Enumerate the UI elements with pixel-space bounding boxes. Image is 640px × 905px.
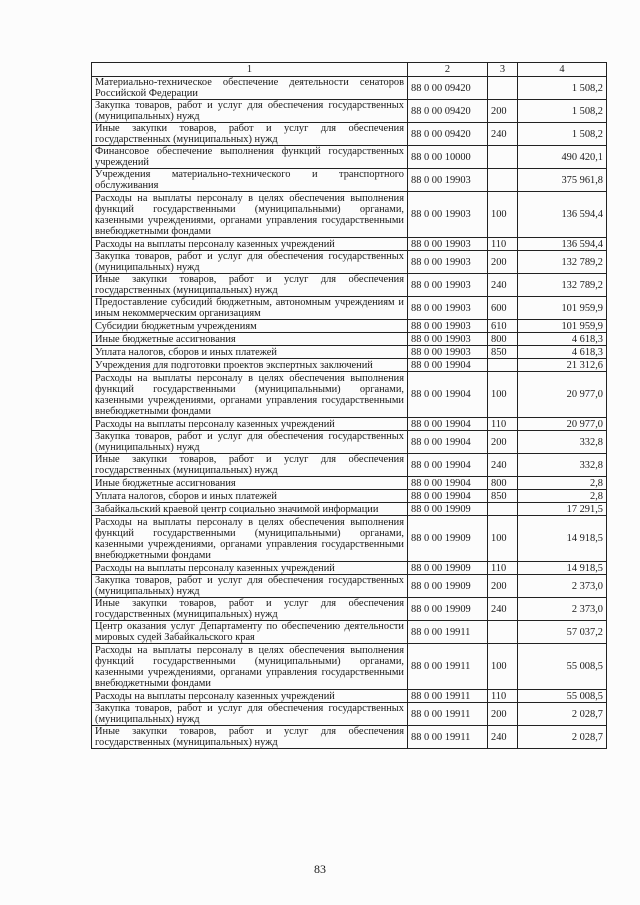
row-target-code: 88 0 00 19904 (408, 372, 488, 418)
table-row (92, 490, 607, 503)
row-description: Забайкальский краевой центр социально значимой информации (92, 503, 408, 516)
row-target-code: 88 0 00 19903 (408, 192, 488, 238)
row-description: Иные бюджетные ассигнования (92, 477, 408, 490)
row-expense-type: 100 (488, 516, 518, 562)
row-amount: 14 918,5 (518, 516, 607, 562)
row-amount: 2,8 (518, 490, 607, 503)
row-expense-type: 200 (488, 100, 518, 123)
row-target-code: 88 0 00 19904 (408, 418, 488, 431)
row-amount: 55 008,5 (518, 644, 607, 690)
row-expense-type: 240 (488, 274, 518, 297)
table-row (92, 575, 607, 598)
row-description: Иные закупки товаров, работ и услуг для обеспечения государственных (муниципальных) нужд (92, 454, 408, 477)
row-expense-type: 610 (488, 320, 518, 333)
row-expense-type: 240 (488, 598, 518, 621)
row-description: Иные закупки товаров, работ и услуг для обеспечения государственных (муниципальных) нужд (92, 598, 408, 621)
table-row (92, 644, 607, 690)
row-amount: 4 618,3 (518, 333, 607, 346)
row-amount: 17 291,5 (518, 503, 607, 516)
table-row (92, 372, 607, 418)
table-row (92, 477, 607, 490)
row-description: Закупка товаров, работ и услуг для обеспечения государственных (муниципальных) нужд (92, 251, 408, 274)
row-target-code: 88 0 00 19904 (408, 431, 488, 454)
table-row (92, 359, 607, 372)
row-target-code: 88 0 00 19903 (408, 346, 488, 359)
row-expense-type: 200 (488, 431, 518, 454)
row-amount: 375 961,8 (518, 169, 607, 192)
row-expense-type: 110 (488, 238, 518, 251)
table-row (92, 274, 607, 297)
row-expense-type: 240 (488, 454, 518, 477)
table-row (92, 192, 607, 238)
table-row (92, 703, 607, 726)
table-row (92, 516, 607, 562)
row-target-code: 88 0 00 09420 (408, 100, 488, 123)
row-description: Предоставление субсидий бюджетным, автономным учреждениям и иным некоммерческим организациям (92, 297, 408, 320)
row-expense-type: 100 (488, 192, 518, 238)
row-expense-type: 850 (488, 490, 518, 503)
row-description: Иные закупки товаров, работ и услуг для обеспечения государственных (муниципальных) нужд (92, 123, 408, 146)
row-expense-type: 100 (488, 372, 518, 418)
row-description: Расходы на выплаты персоналу в целях обеспечения выполнения функций государственными (муниципальными) органами, казенными учреждениями, органами управления государственными внебюджетными фондами (92, 516, 408, 562)
table-row (92, 726, 607, 749)
row-description: Материально-техническое обеспечение деятельности сенаторов Российской Федерации (92, 77, 408, 100)
row-amount: 490 420,1 (518, 146, 607, 169)
row-expense-type: 200 (488, 575, 518, 598)
row-target-code: 88 0 00 19909 (408, 516, 488, 562)
row-description: Иные закупки товаров, работ и услуг для обеспечения государственных (муниципальных) нужд (92, 726, 408, 749)
row-description: Уплата налогов, сборов и иных платежей (92, 346, 408, 359)
table-row (92, 320, 607, 333)
row-target-code: 88 0 00 09420 (408, 123, 488, 146)
row-amount: 136 594,4 (518, 238, 607, 251)
header-col-3: 3 (488, 63, 518, 77)
row-description: Закупка товаров, работ и услуг для обеспечения государственных (муниципальных) нужд (92, 703, 408, 726)
row-target-code: 88 0 00 19911 (408, 621, 488, 644)
row-amount: 2,8 (518, 477, 607, 490)
row-amount: 132 789,2 (518, 274, 607, 297)
row-target-code: 88 0 00 10000 (408, 146, 488, 169)
row-target-code: 88 0 00 19911 (408, 703, 488, 726)
row-target-code: 88 0 00 19911 (408, 644, 488, 690)
row-target-code: 88 0 00 19903 (408, 238, 488, 251)
row-amount: 2 028,7 (518, 703, 607, 726)
row-target-code: 88 0 00 19903 (408, 333, 488, 346)
row-expense-type: 110 (488, 562, 518, 575)
row-description: Финансовое обеспечение выполнения функций государственных учреждений (92, 146, 408, 169)
row-description: Закупка товаров, работ и услуг для обеспечения государственных (муниципальных) нужд (92, 431, 408, 454)
row-description: Учреждения материально-технического и транспортного обслуживания (92, 169, 408, 192)
table-row (92, 169, 607, 192)
row-target-code: 88 0 00 19903 (408, 320, 488, 333)
row-description: Иные закупки товаров, работ и услуг для обеспечения государственных (муниципальных) нужд (92, 274, 408, 297)
row-description: Учреждения для подготовки проектов экспертных заключений (92, 359, 408, 372)
row-expense-type (488, 503, 518, 516)
row-target-code: 88 0 00 19903 (408, 297, 488, 320)
row-expense-type: 800 (488, 477, 518, 490)
row-expense-type (488, 359, 518, 372)
row-amount: 132 789,2 (518, 251, 607, 274)
table-row (92, 431, 607, 454)
row-target-code: 88 0 00 19903 (408, 169, 488, 192)
row-expense-type: 240 (488, 726, 518, 749)
row-description: Расходы на выплаты персоналу казенных учреждений (92, 418, 408, 431)
page-number: 83 (314, 862, 326, 876)
row-expense-type: 200 (488, 703, 518, 726)
table-row (92, 146, 607, 169)
table-row (92, 100, 607, 123)
row-amount: 55 008,5 (518, 690, 607, 703)
table-row (92, 562, 607, 575)
row-amount: 20 977,0 (518, 372, 607, 418)
row-target-code: 88 0 00 19909 (408, 575, 488, 598)
row-amount: 21 312,6 (518, 359, 607, 372)
row-target-code: 88 0 00 19903 (408, 251, 488, 274)
row-amount: 14 918,5 (518, 562, 607, 575)
table-row (92, 598, 607, 621)
row-expense-type (488, 169, 518, 192)
row-expense-type (488, 146, 518, 169)
table-row (92, 346, 607, 359)
row-amount: 101 959,9 (518, 320, 607, 333)
row-description: Расходы на выплаты персоналу в целях обеспечения выполнения функций государственными (муниципальными) органами, казенными учреждениями, органами управления государственными внебюджетными фондами (92, 644, 408, 690)
row-description: Расходы на выплаты персоналу в целях обеспечения выполнения функций государственными (муниципальными) органами, казенными учреждениями, органами управления государственными внебюджетными фондами (92, 372, 408, 418)
table-row (92, 238, 607, 251)
header-col-2: 2 (408, 63, 488, 77)
table-row (92, 123, 607, 146)
row-description: Центр оказания услуг Департаменту по обеспечению деятельности мировых судей Забайкальского края (92, 621, 408, 644)
row-target-code: 88 0 00 19909 (408, 503, 488, 516)
table-header-row (92, 63, 607, 77)
row-expense-type (488, 621, 518, 644)
table-row (92, 333, 607, 346)
table-row (92, 251, 607, 274)
row-description: Закупка товаров, работ и услуг для обеспечения государственных (муниципальных) нужд (92, 100, 408, 123)
row-target-code: 88 0 00 19909 (408, 562, 488, 575)
row-expense-type: 200 (488, 251, 518, 274)
budget-table (91, 62, 607, 749)
row-amount: 1 508,2 (518, 77, 607, 100)
row-expense-type: 100 (488, 644, 518, 690)
row-target-code: 88 0 00 19909 (408, 598, 488, 621)
row-amount: 4 618,3 (518, 346, 607, 359)
row-amount: 20 977,0 (518, 418, 607, 431)
row-expense-type: 800 (488, 333, 518, 346)
row-description: Расходы на выплаты персоналу казенных учреждений (92, 690, 408, 703)
table-row (92, 77, 607, 100)
row-description: Субсидии бюджетным учреждениям (92, 320, 408, 333)
row-description: Расходы на выплаты персоналу казенных учреждений (92, 238, 408, 251)
row-amount: 2 028,7 (518, 726, 607, 749)
row-amount: 332,8 (518, 431, 607, 454)
header-col-4: 4 (518, 63, 607, 77)
row-description: Расходы на выплаты персоналу в целях обеспечения выполнения функций государственными (муниципальными) органами, казенными учреждениями, органами управления государственными внебюджетными фондами (92, 192, 408, 238)
row-description: Иные бюджетные ассигнования (92, 333, 408, 346)
row-target-code: 88 0 00 19904 (408, 490, 488, 503)
row-expense-type: 850 (488, 346, 518, 359)
row-target-code: 88 0 00 19911 (408, 726, 488, 749)
row-target-code: 88 0 00 19904 (408, 454, 488, 477)
row-expense-type: 600 (488, 297, 518, 320)
row-target-code: 88 0 00 19911 (408, 690, 488, 703)
row-expense-type: 240 (488, 123, 518, 146)
row-amount: 2 373,0 (518, 575, 607, 598)
row-description: Расходы на выплаты персоналу казенных учреждений (92, 562, 408, 575)
row-amount: 1 508,2 (518, 100, 607, 123)
row-amount: 332,8 (518, 454, 607, 477)
row-target-code: 88 0 00 19904 (408, 477, 488, 490)
table-row (92, 418, 607, 431)
row-amount: 2 373,0 (518, 598, 607, 621)
row-description: Закупка товаров, работ и услуг для обеспечения государственных (муниципальных) нужд (92, 575, 408, 598)
row-description: Уплата налогов, сборов и иных платежей (92, 490, 408, 503)
table-row (92, 621, 607, 644)
row-amount: 136 594,4 (518, 192, 607, 238)
row-amount: 57 037,2 (518, 621, 607, 644)
header-col-1: 1 (92, 63, 408, 77)
row-target-code: 88 0 00 19903 (408, 274, 488, 297)
table-row (92, 690, 607, 703)
table-row (92, 454, 607, 477)
row-target-code: 88 0 00 09420 (408, 77, 488, 100)
row-target-code: 88 0 00 19904 (408, 359, 488, 372)
row-expense-type: 110 (488, 418, 518, 431)
row-expense-type (488, 77, 518, 100)
row-amount: 1 508,2 (518, 123, 607, 146)
table-row (92, 297, 607, 320)
table-row (92, 503, 607, 516)
row-expense-type: 110 (488, 690, 518, 703)
row-amount: 101 959,9 (518, 297, 607, 320)
